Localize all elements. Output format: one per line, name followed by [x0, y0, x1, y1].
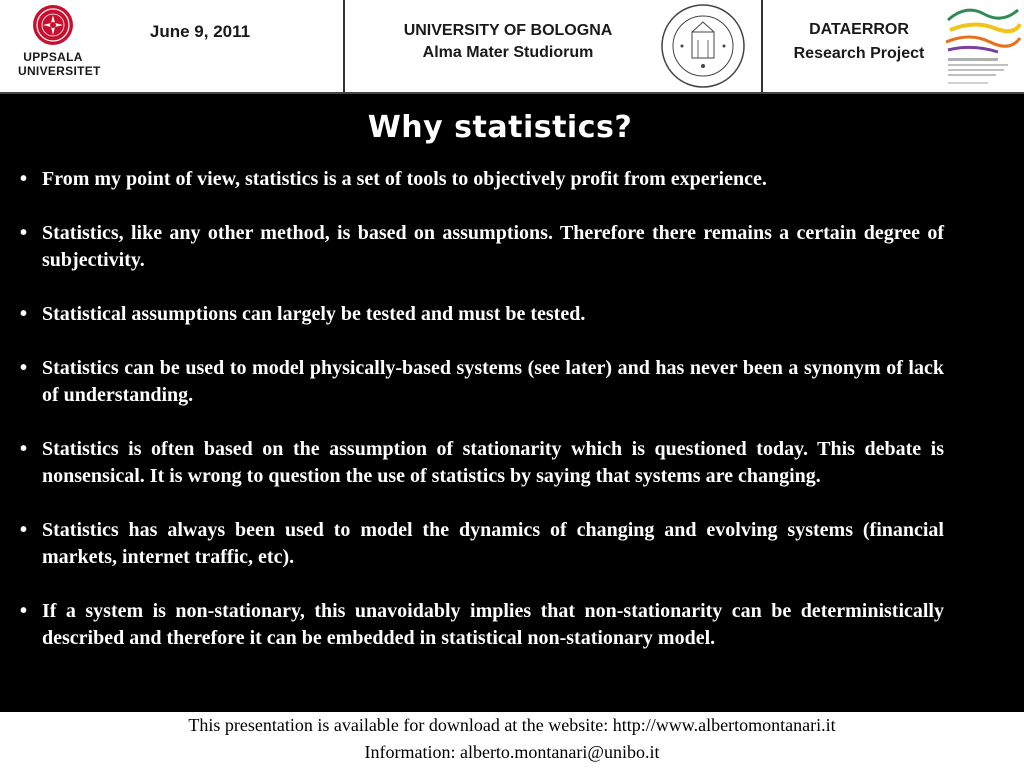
uppsala-university-logo	[18, 4, 101, 84]
uppsala-logo-text: UPPSALA UNIVERSITET	[18, 50, 101, 78]
bullet-item: • Statistics, like any other method, is based on assumptions. Therefore there remains a certain degree of subjectivity.	[20, 220, 944, 274]
project-subtitle: Research Project	[793, 45, 925, 62]
bullet-item: • Statistics is often based on the assumption of stationarity which is questioned today. This debate is nonsensical. It is wrong to question the use of statistics by saying that systems are changing.	[20, 436, 944, 490]
uppsala-seal-icon	[32, 4, 74, 46]
university-of-bologna-seal-icon	[656, 2, 750, 90]
university-name: UNIVERSITY OF BOLOGNA	[403, 22, 613, 39]
dataerror-project-logo-icon	[944, 2, 1022, 90]
project-block	[766, 18, 952, 66]
bullet-item: • Statistical assumptions can largely be tested and must be tested.	[20, 301, 944, 328]
university-block	[370, 20, 646, 64]
slide-footer	[0, 712, 1024, 768]
slide-header	[0, 0, 1024, 92]
slide-body	[0, 94, 1024, 712]
footer-website-line: This presentation is available for download at the website: http://www.albertomontanari.it	[188, 715, 836, 735]
university-subtitle: Alma Mater Studiorum	[422, 44, 594, 61]
bullet-item: • From my point of view, statistics is a set of tools to objectively profit from experience.	[20, 166, 944, 193]
bullet-item: • Statistics has always been used to model the dynamics of changing and evolving systems (financial markets, internet traffic, etc).	[20, 517, 944, 571]
header-divider	[343, 0, 345, 92]
slide-title: Why statistics?	[367, 110, 633, 145]
bullet-item: • If a system is non-stationary, this unavoidably implies that non-stationarity can be deterministically described and therefore it can be embedded in statistical non-stationary model.	[20, 598, 944, 652]
header-divider	[761, 0, 763, 92]
bullet-item: • Statistics can be used to model physically-based systems (see later) and has never been a synonym of lack of understanding.	[20, 355, 944, 409]
bullet-list	[20, 166, 944, 679]
footer-contact-line: Information: alberto.montanari@unibo.it	[364, 742, 660, 762]
project-name: DATAERROR	[809, 21, 909, 38]
presentation-date: June 9, 2011	[149, 22, 251, 41]
